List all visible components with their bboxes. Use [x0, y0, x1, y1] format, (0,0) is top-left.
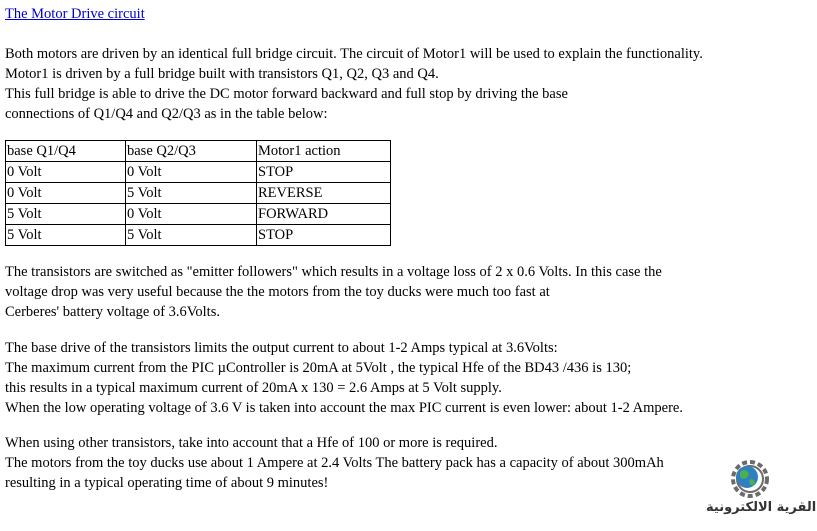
table-cell: 0 Volt — [6, 183, 126, 204]
table-header-cell: base Q2/Q3 — [126, 141, 257, 162]
table-header-row — [6, 141, 391, 162]
table-header-cell: base Q1/Q4 — [6, 141, 126, 162]
emitter-follower-paragraph — [5, 262, 662, 322]
intro-line: This full bridge is able to drive the DC motor forward backward and full stop by driving the base — [5, 86, 568, 102]
paragraph-line: Cerberes' battery voltage of 3.6Volts. — [5, 304, 220, 320]
table-cell: 0 Volt — [126, 162, 257, 183]
table-cell: 0 Volt — [6, 162, 126, 183]
table-cell: 5 Volt — [6, 225, 126, 246]
table-cell: FORWARD — [257, 204, 391, 225]
paragraph-line: When the low operating voltage of 3.6 V is taken into account the max PIC current is even lower: about 1-2 Ampere. — [5, 400, 683, 416]
intro-paragraph — [5, 44, 703, 124]
table-cell: STOP — [257, 225, 391, 246]
base-drive-paragraph — [5, 338, 683, 418]
table-cell: 5 Volt — [126, 183, 257, 204]
table-cell: REVERSE — [257, 183, 391, 204]
paragraph-line: voltage drop was very useful because the the motors from the toy ducks were much too fast at — [5, 284, 550, 300]
table-header-cell: Motor1 action — [257, 141, 391, 162]
table-cell: 5 Volt — [6, 204, 126, 225]
page-title-link[interactable]: The Motor Drive circuit — [5, 6, 145, 22]
intro-line: connections of Q1/Q4 and Q2/Q3 as in the table below: — [5, 106, 328, 122]
motor-action-table — [5, 140, 391, 246]
watermark-text: القرية الالكترونية — [706, 500, 817, 515]
intro-line: Both motors are driven by an identical full bridge circuit. The circuit of Motor1 will be used to explain the functionality. — [5, 46, 703, 62]
table-cell: STOP — [257, 162, 391, 183]
paragraph-line: The transistors are switched as "emitter followers" which results in a voltage loss of 2 x 0.6 Volts. In this case the — [5, 264, 662, 280]
table-row — [6, 225, 391, 246]
paragraph-line: The motors from the toy ducks use about 1 Ampere at 2.4 Volts The battery pack has a capacity of about 300mAh — [5, 455, 664, 471]
paragraph-line: The base drive of the transistors limits the output current to about 1-2 Amps typical at 3.6Volts: — [5, 340, 558, 356]
paragraph-line: The maximum current from the PIC µController is 20mA at 5Volt , the typical Hfe of the BD43 /436 is 130; — [5, 360, 632, 376]
globe-icon — [736, 466, 758, 488]
table-cell: 5 Volt — [126, 225, 257, 246]
intro-line: Motor1 is driven by a full bridge built with transistors Q1, Q2, Q3 and Q4. — [5, 66, 439, 82]
table-row — [6, 204, 391, 225]
transistor-note-paragraph — [5, 433, 664, 493]
paragraph-line: resulting in a typical operating time of about 9 minutes! — [5, 475, 329, 491]
paragraph-line: this results in a typical maximum current of 20mA x 130 = 2.6 Amps at 5 Volt supply. — [5, 380, 502, 396]
table-row — [6, 162, 391, 183]
table-cell: 0 Volt — [126, 204, 257, 225]
table-row — [6, 183, 391, 204]
paragraph-line: When using other transistors, take into account that a Hfe of 100 or more is required. — [5, 435, 498, 451]
